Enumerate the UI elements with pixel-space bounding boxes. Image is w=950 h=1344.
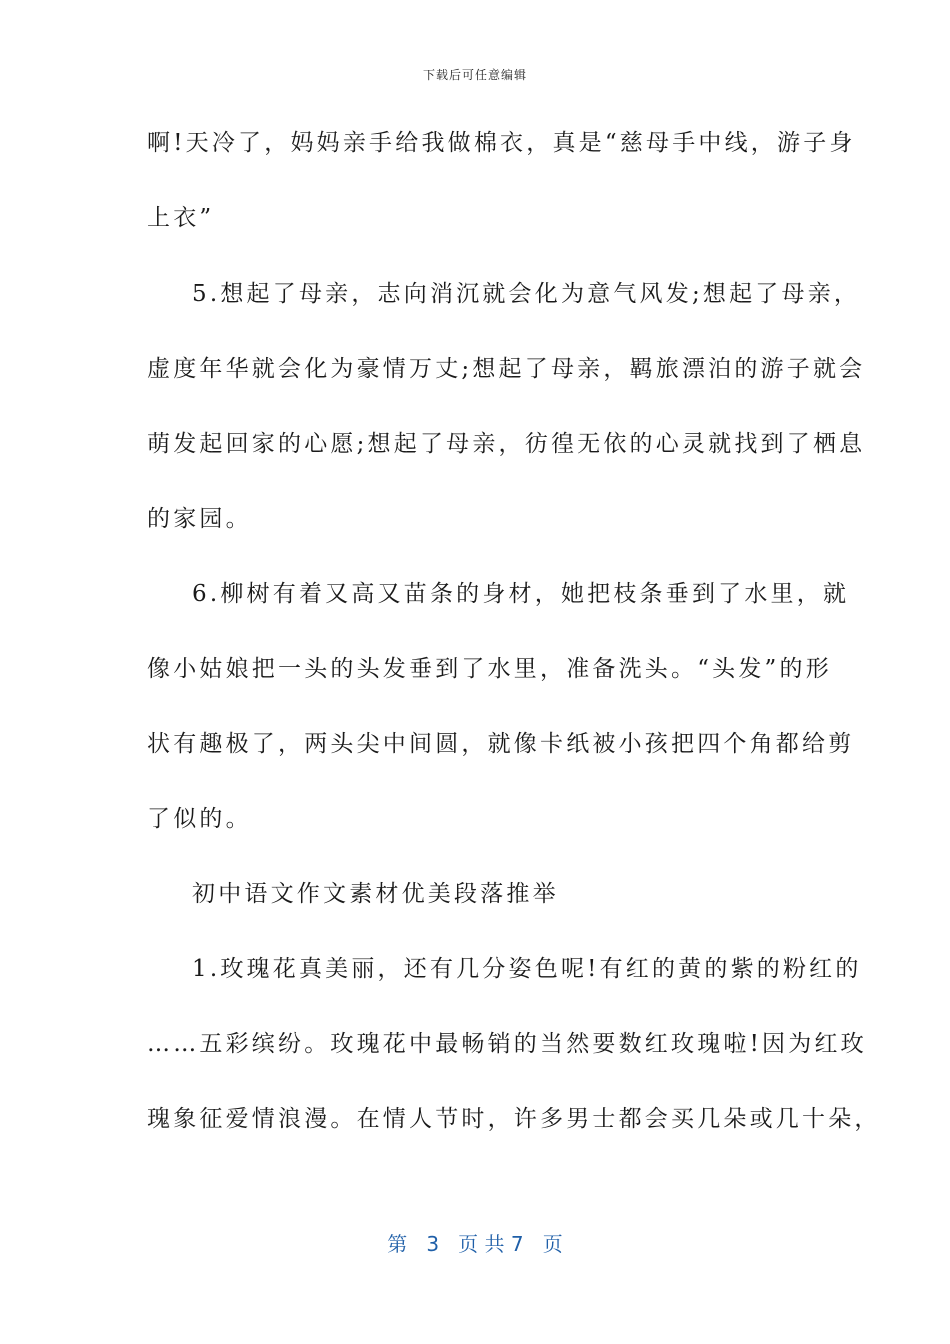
body-line: ……五彩缤纷。玫瑰花中最畅销的当然要数红玫瑰啦!因为红玫 [147, 1031, 867, 1057]
footer-total-pages: 7 [510, 1232, 524, 1256]
body-line: 虚度年华就会化为豪情万丈;想起了母亲，羁旅漂泊的游子就会 [147, 356, 866, 382]
body-line: 像小姑娘把一头的头发垂到了水里，准备洗头。“头发”的形 [147, 656, 832, 682]
page-header: 下载后可任意编辑 [422, 68, 527, 82]
body-line: 瑰象征爱情浪漫。在情人节时，许多男士都会买几朵或几十朵， [147, 1106, 881, 1132]
body-line: 了似的。 [147, 806, 252, 832]
body-line: 6.柳树有着又高又苗条的身材，她把枝条垂到了水里，就 [192, 581, 850, 607]
page-footer [0, 1228, 950, 1257]
footer-current-page: 3 [426, 1232, 440, 1256]
section-heading: 初中语文作文素材优美段落推举 [192, 881, 559, 907]
body-line: 状有趣极了，两头尖中间圆，就像卡纸被小孩把四个角都给剪 [147, 731, 855, 757]
footer-label-total: 页 共 [458, 1232, 505, 1256]
body-line: 5.想起了母亲，志向消沉就会化为意气风发;想起了母亲， [192, 281, 861, 307]
footer-label-page: 第 [387, 1232, 408, 1256]
body-line: 萌发起回家的心愿;想起了母亲，彷徨无依的心灵就找到了栖息 [147, 431, 866, 457]
body-line: 啊!天冷了，妈妈亲手给我做棉衣，真是“慈母手中线，游子身 [147, 130, 856, 156]
body-line: 的家园。 [147, 506, 252, 532]
footer-label-end: 页 [542, 1232, 563, 1256]
body-line: 1.玫瑰花真美丽，还有几分姿色呢!有红的黄的紫的粉红的 [192, 956, 862, 982]
body-line: 上衣” [147, 205, 215, 231]
